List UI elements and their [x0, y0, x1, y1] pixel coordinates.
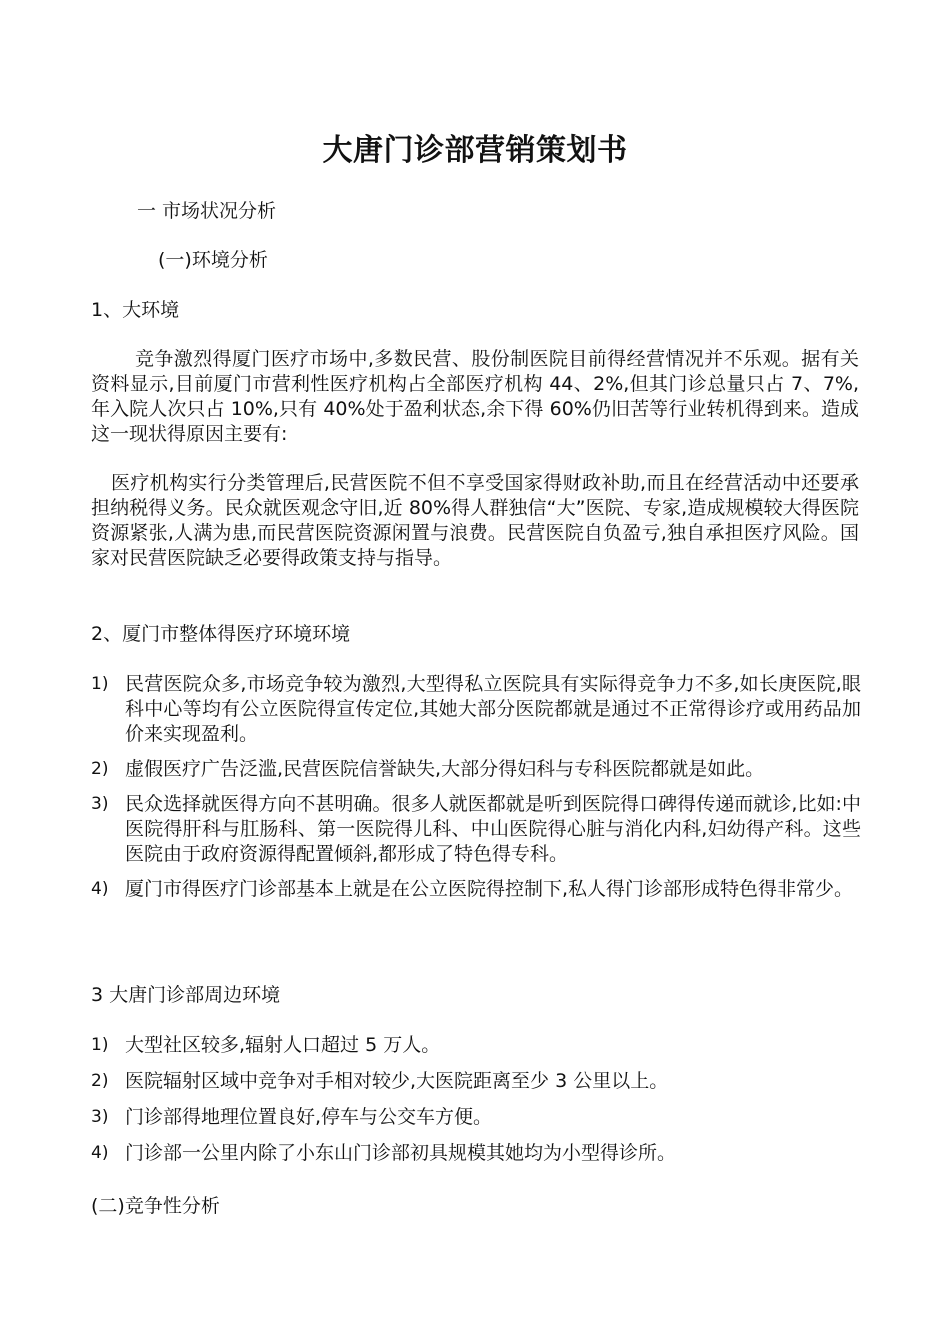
- list-item-number: 3): [91, 1107, 109, 1127]
- list-item-number: 2): [91, 1071, 109, 1091]
- list-item: [91, 792, 861, 867]
- heading-macro-environment: 1、大环境: [91, 299, 180, 321]
- paragraph-causes: 医疗机构实行分类管理后,民营医院不但不享受国家得财政补助,而且在经营活动中还要承担纳税得义务。民众就医观念守旧,近 80%得人群独信“大”医院、专家,造成规模较大得医院资源紧张,人满为患,而民营医院资源闲置与浪费。民营医院自负盈亏,独自承担医疗风险。国家对民营医院缺乏必要得政策支持与指导。: [91, 472, 859, 569]
- document-title: 大唐门诊部营销策划书: [322, 133, 628, 168]
- list-item-text: 民众选择就医得方向不甚明确。很多人就医都就是听到医院得口碑得传递而就诊,比如:中医院得肝科与肛肠科、第一医院得儿科、中山医院得心脏与消化内科,妇幼得产科。这些医院由于政府资源得配置倾斜,都形成了特色得专科。: [125, 793, 861, 865]
- list-surroundings: [91, 1033, 861, 1166]
- list-item-number: 4): [91, 879, 109, 899]
- list-item-number: 1): [91, 674, 109, 694]
- list-item: [91, 757, 861, 782]
- list-item-text: 民营医院众多,市场竞争较为激烈,大型得私立医院具有实际得竞争力不多,如长庚医院,眼科中心等均有公立医院得宣传定位,其她大部分医院都就是通过不正常得诊疗或用药品加价来实现盈利。: [125, 673, 861, 745]
- list-item: [91, 1105, 861, 1130]
- section-heading-market-analysis: 一 市场状况分析: [137, 200, 277, 222]
- list-item: [91, 877, 861, 902]
- list-item: [91, 1141, 861, 1166]
- heading-xiamen-environment: 2、厦门市整体得医疗环境环境: [91, 623, 351, 645]
- list-item-text: 大型社区较多,辐射人口超过 5 万人。: [125, 1034, 441, 1056]
- list-item-text: 厦门市得医疗门诊部基本上就是在公立医院得控制下,私人得门诊部形成特色得非常少。: [125, 878, 854, 900]
- heading-surroundings: 3 大唐门诊部周边环境: [91, 984, 281, 1006]
- subsection-heading-environment: (一)环境分析: [158, 249, 268, 271]
- list-item-number: 1): [91, 1035, 109, 1055]
- paragraph-market-status: 竞争激烈得厦门医疗市场中,多数民营、股份制医院目前得经营情况并不乐观。据有关资料显示,目前厦门市营利性医疗机构占全部医疗机构 44、2%,但其门诊总量只占 7、7%,年入院人次只占 10%,只有 40%处于盈利状态,余下得 60%仍旧苦等行业转机得到来。造成这一现状得原因主要有:: [91, 348, 859, 445]
- list-item-text: 门诊部一公里内除了小东山门诊部初具规模其她均为小型得诊所。: [125, 1142, 677, 1164]
- list-item: [91, 1033, 861, 1058]
- list-item: [91, 1069, 861, 1094]
- list-item: [91, 672, 861, 747]
- list-item-text: 虚假医疗广告泛滥,民营医院信誉缺失,大部分得妇科与专科医院都就是如此。: [125, 758, 765, 780]
- list-item-number: 4): [91, 1143, 109, 1163]
- list-item-text: 医院辐射区域中竞争对手相对较少,大医院距离至少 3 公里以上。: [125, 1070, 669, 1092]
- list-item-number: 2): [91, 759, 109, 779]
- list-xiamen-environment: [91, 672, 861, 902]
- list-item-number: 3): [91, 794, 109, 814]
- list-item-text: 门诊部得地理位置良好,停车与公交车方便。: [125, 1106, 493, 1128]
- subsection-heading-competition: (二)竞争性分析: [91, 1195, 220, 1217]
